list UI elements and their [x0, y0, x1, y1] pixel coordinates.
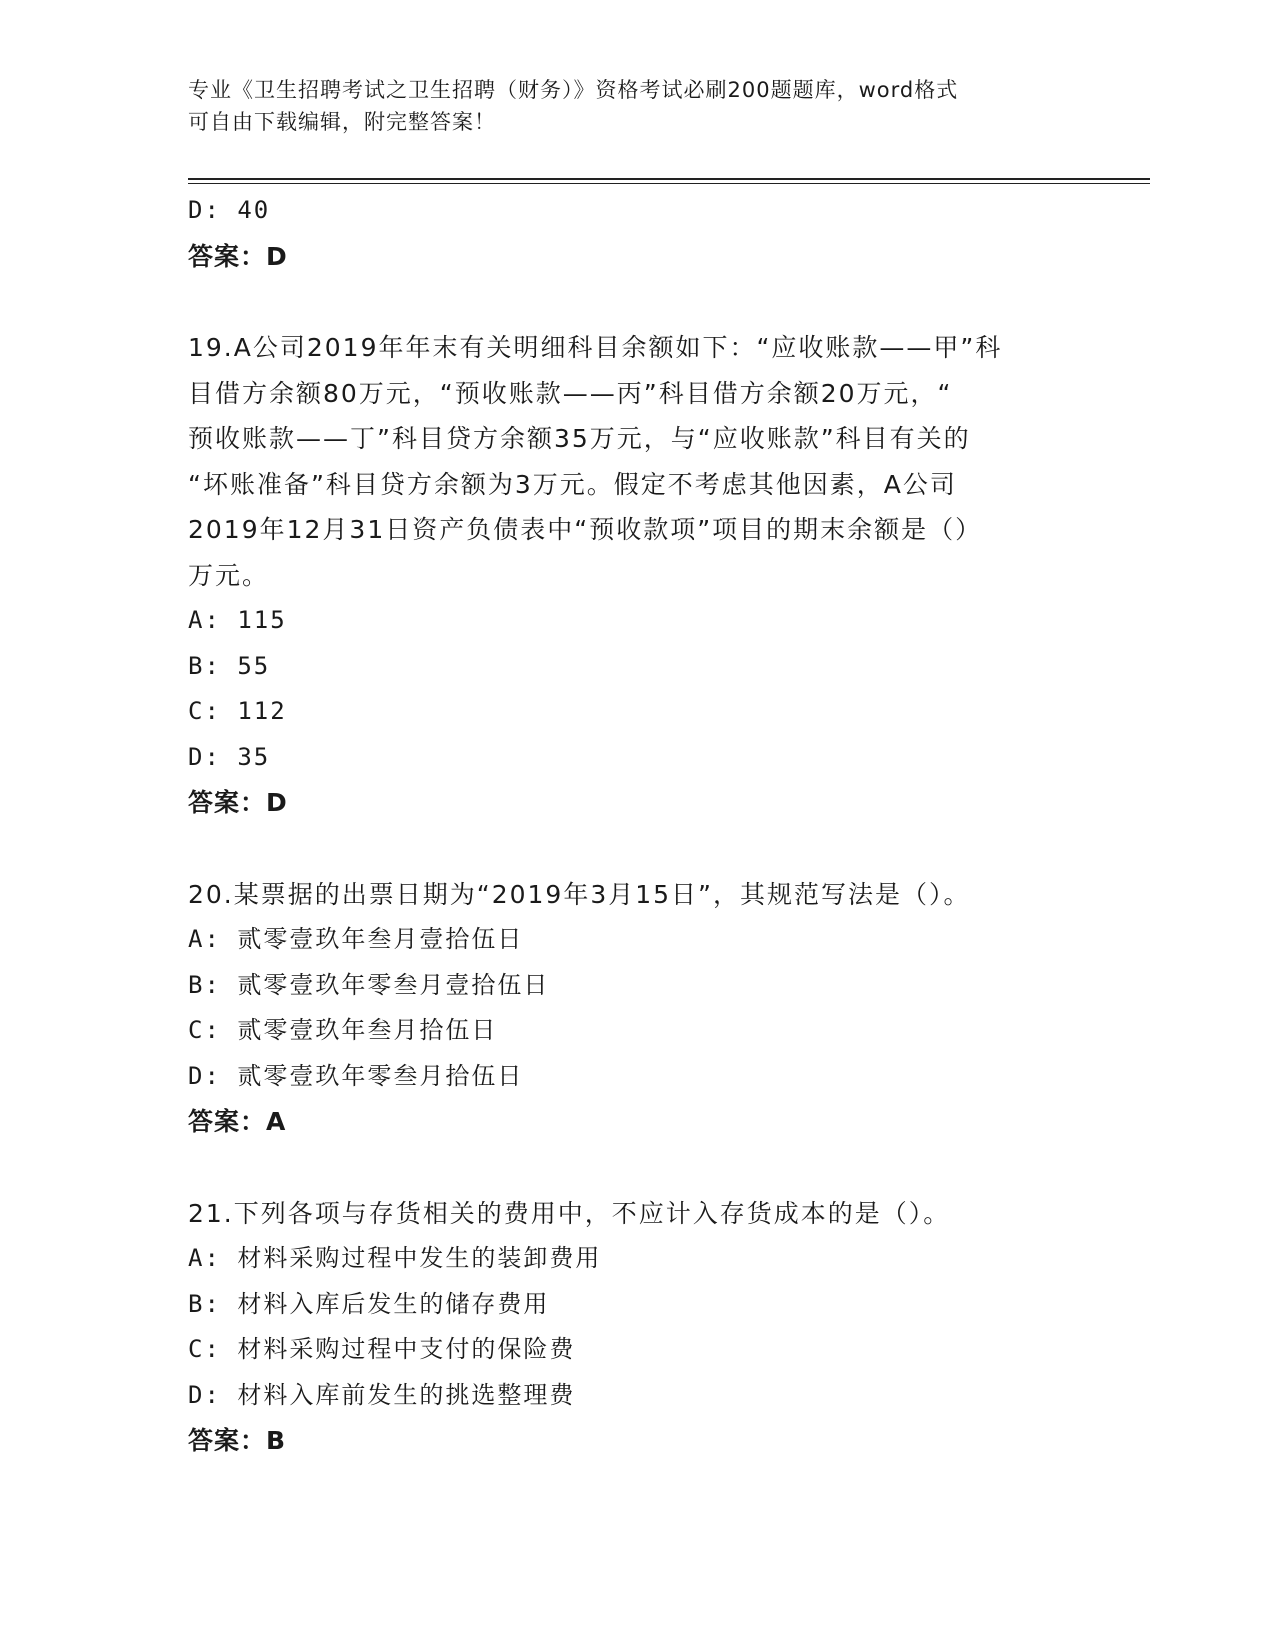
- option-c: C: 112: [188, 697, 287, 725]
- document-body: [188, 188, 1088, 1464]
- header-line-1: 专业《卫生招聘考试之卫生招聘（财务）》资格考试必刷200题题库，word格式: [188, 78, 959, 102]
- question-20: [188, 872, 1088, 1145]
- answer: 答案：D: [188, 241, 288, 271]
- previous-question-tail: [188, 188, 1088, 279]
- option-d: D: 贰零壹玖年零叁月拾伍日: [188, 1061, 524, 1090]
- option-a: A: 115: [188, 606, 287, 634]
- stem-line: “坏账准备”科目贷方余额为3万元。假定不考虑其他因素，A公司: [188, 469, 957, 499]
- header-divider: [188, 178, 1150, 184]
- option-c: C: 材料采购过程中支付的保险费: [188, 1335, 576, 1363]
- stem-line: 目借方余额80万元，“预收账款——丙”科目借方余额20万元，“: [188, 378, 953, 408]
- option-d: D: 40: [188, 196, 271, 224]
- stem-line: 预收账款——丁”科目贷方余额35万元，与“应收账款”科目有关的: [188, 424, 971, 453]
- question-stem: [188, 325, 1088, 598]
- option-a: A: 材料采购过程中发生的装卸费用: [188, 1244, 602, 1272]
- option-b: B: 贰零壹玖年零叁月壹拾伍日: [188, 970, 550, 999]
- question-21: [188, 1191, 1088, 1464]
- stem-line: 2019年12月31日资产负债表中“预收款项”项目的期末余额是（）: [188, 515, 983, 544]
- option-b: B: 材料入库后发生的储存费用: [188, 1289, 550, 1318]
- option-d: D: 材料入库前发生的挑选整理费: [188, 1380, 576, 1409]
- header-line-2: 可自由下载编辑，附完整答案！: [188, 110, 496, 134]
- option-b: B: 55: [188, 651, 271, 680]
- question-stem: 20.某票据的出票日期为“2019年3月15日”，其规范写法是（）。: [188, 879, 971, 909]
- question-19: [188, 325, 1088, 826]
- answer: 答案：B: [188, 1426, 287, 1455]
- question-stem: 21.下列各项与存货相关的费用中，不应计入存货成本的是（）。: [188, 1198, 951, 1228]
- answer: 答案：A: [188, 1107, 287, 1136]
- stem-line: 万元。: [188, 560, 270, 590]
- option-c: C: 贰零壹玖年叁月拾伍日: [188, 1016, 498, 1044]
- option-a: A: 贰零壹玖年叁月壹拾伍日: [188, 925, 524, 953]
- page-header: [188, 74, 1088, 138]
- answer: 答案：D: [188, 788, 288, 817]
- stem-line: 19.A公司2019年年末有关明细科目余额如下：“应收账款——甲”科: [188, 333, 1003, 362]
- option-d: D: 35: [188, 742, 271, 771]
